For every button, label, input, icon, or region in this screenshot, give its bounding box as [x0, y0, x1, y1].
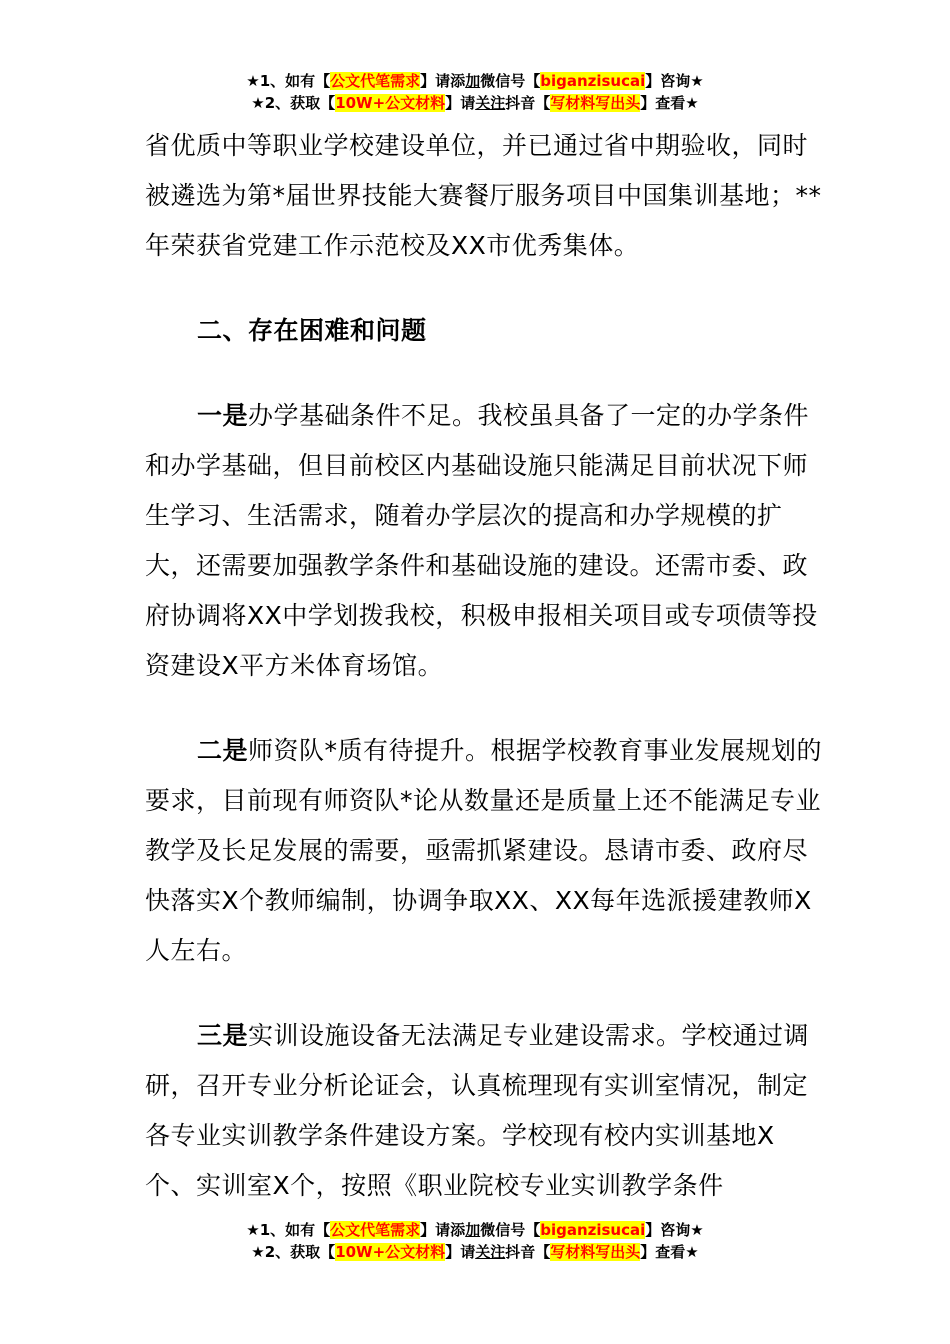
banner-text: 】咨询★	[645, 1221, 704, 1239]
banner-text: 】请添	[420, 1221, 466, 1239]
banner-highlight: 10W+公文材料	[335, 1243, 446, 1261]
banner-text: 抖音【	[505, 94, 551, 112]
paragraph-text: 实训设施设备无法满足专业建设需求。学校通过调研，召开专业分析论证会，认真梳理现有实训室情况，制定各专业实训教学条件建设方案。学校现有校内实训基地X个、实训室X个，按照《职业院校专业实训教学条件	[145, 1021, 810, 1200]
banner-underlined-text: 加	[465, 1221, 481, 1239]
banner-text: ★2、获取【	[251, 94, 336, 112]
banner-underlined-text: 加	[465, 72, 481, 90]
header-banner	[0, 70, 950, 114]
problem-paragraph-1	[145, 391, 825, 691]
banner-line-2	[0, 92, 950, 114]
paragraph-lead: 一是	[197, 401, 249, 430]
banner-text: 】请	[445, 1243, 476, 1261]
paragraph-lead: 二是	[197, 736, 249, 765]
banner-text: 抖音【	[505, 1243, 551, 1261]
banner-highlight: biganzisucai	[540, 1221, 646, 1239]
banner-highlight: biganzisucai	[540, 72, 646, 90]
banner-highlight: 写材料写出头	[550, 94, 641, 112]
banner-highlight: 公文代笔需求	[330, 72, 421, 90]
banner-text: ★1、如有【	[246, 72, 331, 90]
paragraph-text: 办学基础条件不足。我校虽具备了一定的办学条件和办学基础，但目前校区内基础设施只能满足目前状况下师生学习、生活需求，随着办学层次的提高和办学规模的扩大，还需要加强教学条件和基础设施的建设。还需市委、政府协调将XX中学划拨我校，积极申报相关项目或专项债等投资建设X平方米体育场馆。	[145, 401, 818, 680]
banner-text: ★1、如有【	[246, 1221, 331, 1239]
banner-text: 】请添	[420, 72, 466, 90]
banner-line-1	[0, 70, 950, 92]
banner-text: 微信号【	[480, 72, 541, 90]
document-body	[145, 121, 825, 1211]
banner-underlined-text: 关注	[475, 94, 506, 112]
banner-highlight: 写材料写出头	[550, 1243, 641, 1261]
banner-highlight: 10W+公文材料	[335, 94, 446, 112]
problem-paragraph-2	[145, 726, 825, 976]
intro-paragraph: 省优质中等职业学校建设单位，并已通过省中期验收，同时被遴选为第*届世界技能大赛餐厅服务项目中国集训基地；**年荣获省党建工作示范校及XX市优秀集体。	[145, 131, 822, 260]
problem-paragraph-3	[145, 1011, 825, 1211]
paragraph-lead: 三是	[197, 1021, 249, 1050]
footer-banner	[0, 1219, 950, 1263]
banner-highlight: 公文代笔需求	[330, 1221, 421, 1239]
banner-text: 】请	[445, 94, 476, 112]
paragraph-text: 师资队*质有待提升。根据学校教育事业发展规划的要求，目前现有师资队*论从数量还是质量上还不能满足专业教学及长足发展的需要，亟需抓紧建设。恳请市委、政府尽快落实X个教师编制，协调争取XX、XX每年选派援建教师X人左右。	[145, 736, 823, 965]
banner-text: 】查看★	[640, 1243, 699, 1261]
banner-underlined-text: 关注	[475, 1243, 506, 1261]
banner-line-2	[0, 1241, 950, 1263]
section-heading: 二、存在困难和问题	[197, 316, 427, 345]
banner-text: ★2、获取【	[251, 1243, 336, 1261]
banner-line-1	[0, 1219, 950, 1241]
banner-text: 】查看★	[640, 94, 699, 112]
banner-text: 】咨询★	[645, 72, 704, 90]
banner-text: 微信号【	[480, 1221, 541, 1239]
